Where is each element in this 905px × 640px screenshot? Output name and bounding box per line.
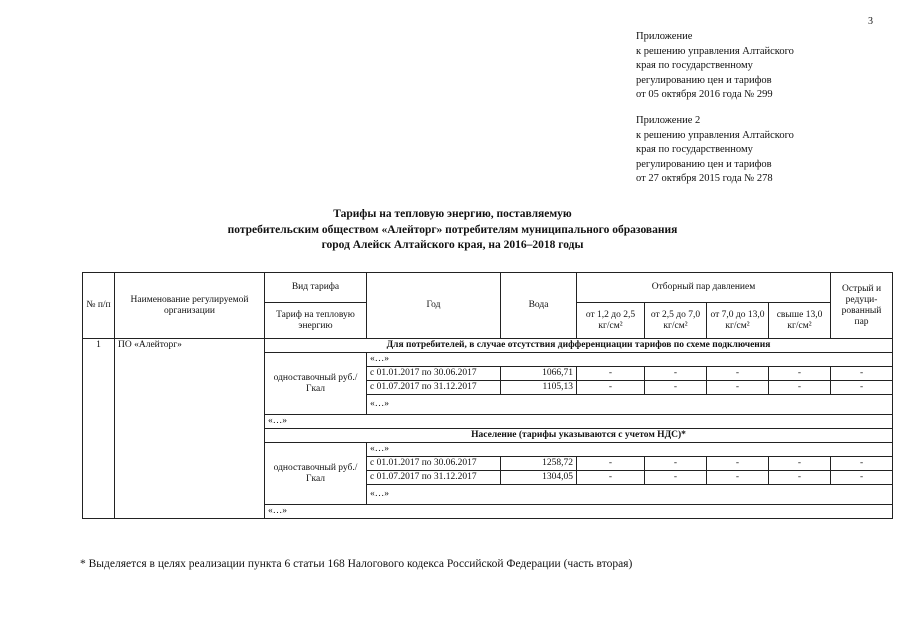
section-1-water: 1066,71 <box>501 367 577 381</box>
title-line: Тарифы на тепловую энергию, поставляемую <box>333 208 572 220</box>
org-name: ПО «Алейторг» <box>115 339 265 519</box>
header-water: Вода <box>501 273 577 339</box>
section-1-title: Для потребителей, в случае отсутствия дифференциации тарифов по схеме подключения <box>265 339 893 353</box>
header-steam-3: от 7,0 до 13,0 кг/см² <box>707 303 769 339</box>
document-title <box>0 207 905 254</box>
dash-cell: - <box>577 381 645 395</box>
section-2-water: 1304,05 <box>501 471 577 485</box>
dash-cell: - <box>707 367 769 381</box>
appendix-1-line: от 05 октября 2016 года № 299 <box>636 89 773 100</box>
header-org: Наименование регулируемой организации <box>115 273 265 339</box>
dash-cell: - <box>769 457 831 471</box>
appendix-1-block <box>636 30 794 103</box>
dash-cell: - <box>645 381 707 395</box>
footnote: * Выделяется в целях реализации пункта 6 статьи 168 Налогового кодекса Российской Федерации (часть вторая) <box>80 558 633 570</box>
dash-cell: - <box>769 471 831 485</box>
section-1-period: с 01.07.2017 по 31.12.2017 <box>367 381 501 395</box>
section-1-water: 1105,13 <box>501 381 577 395</box>
dash-cell: - <box>831 381 893 395</box>
title-line: город Алейск Алтайского края, на 2016–2018 годы <box>321 239 584 251</box>
appendix-1-line: регулированию цен и тарифов <box>636 74 772 86</box>
section-2-period: с 01.07.2017 по 31.12.2017 <box>367 471 501 485</box>
page-number: 3 <box>868 16 873 27</box>
dash-cell: - <box>831 367 893 381</box>
dash-cell: - <box>645 367 707 381</box>
appendix-2-line: к решению управления Алтайского <box>636 129 794 141</box>
dash-cell: - <box>645 471 707 485</box>
section-2-ellipsis-top: «…» <box>367 443 893 457</box>
dash-cell: - <box>769 367 831 381</box>
row-number: 1 <box>83 339 115 519</box>
dash-cell: - <box>707 381 769 395</box>
title-line: потребительским обществом «Алейторг» потребителям муниципального образования <box>227 223 678 236</box>
dash-cell: - <box>707 457 769 471</box>
tariff-table <box>82 272 893 519</box>
section-2-tariff-name: одноставочный руб./Гкал <box>265 443 367 505</box>
header-sharp-steam: Острый и редуци-рованный пар <box>831 273 893 339</box>
header-tariff-for: Тариф на тепловую энергию <box>265 303 367 339</box>
appendix-1-line: к решению управления Алтайского <box>636 45 794 57</box>
appendix-2-line: от 27 октября 2015 года № 278 <box>636 173 773 184</box>
section-2-title: Население (тарифы указываются с учетом НДС)* <box>265 429 893 443</box>
dash-cell: - <box>577 367 645 381</box>
ellipsis-mid: «…» <box>265 415 893 429</box>
appendix-1-line: Приложение <box>636 31 693 42</box>
appendix-2-line: Приложение 2 <box>636 115 701 126</box>
header-steam-1: от 1,2 до 2,5 кг/см² <box>577 303 645 339</box>
section-1-tariff-name: одноставочный руб./Гкал <box>265 353 367 415</box>
section-2-water: 1258,72 <box>501 457 577 471</box>
dash-cell: - <box>577 471 645 485</box>
dash-cell: - <box>831 457 893 471</box>
header-num: № п/п <box>83 273 115 339</box>
dash-cell: - <box>707 471 769 485</box>
appendix-2-block <box>636 114 794 187</box>
dash-cell: - <box>831 471 893 485</box>
section-1-ellipsis-bottom: «…» <box>367 395 893 415</box>
section-2-ellipsis-bottom: «…» <box>367 485 893 505</box>
dash-cell: - <box>645 457 707 471</box>
appendix-2-line: регулированию цен и тарифов <box>636 158 772 170</box>
section-1-ellipsis-top: «…» <box>367 353 893 367</box>
header-steam: Отборный пар давлением <box>577 273 831 303</box>
dash-cell: - <box>577 457 645 471</box>
section-1-period: с 01.01.2017 по 30.06.2017 <box>367 367 501 381</box>
ellipsis-end: «…» <box>265 505 893 519</box>
section-2-period: с 01.01.2017 по 30.06.2017 <box>367 457 501 471</box>
appendix-1-line: края по государственному <box>636 60 753 71</box>
header-tariff-type: Вид тарифа <box>265 273 367 303</box>
dash-cell: - <box>769 381 831 395</box>
header-steam-2: от 2,5 до 7,0 кг/см² <box>645 303 707 339</box>
header-year: Год <box>367 273 501 339</box>
header-steam-4: свыше 13,0 кг/см² <box>769 303 831 339</box>
appendix-2-line: края по государственному <box>636 144 753 155</box>
